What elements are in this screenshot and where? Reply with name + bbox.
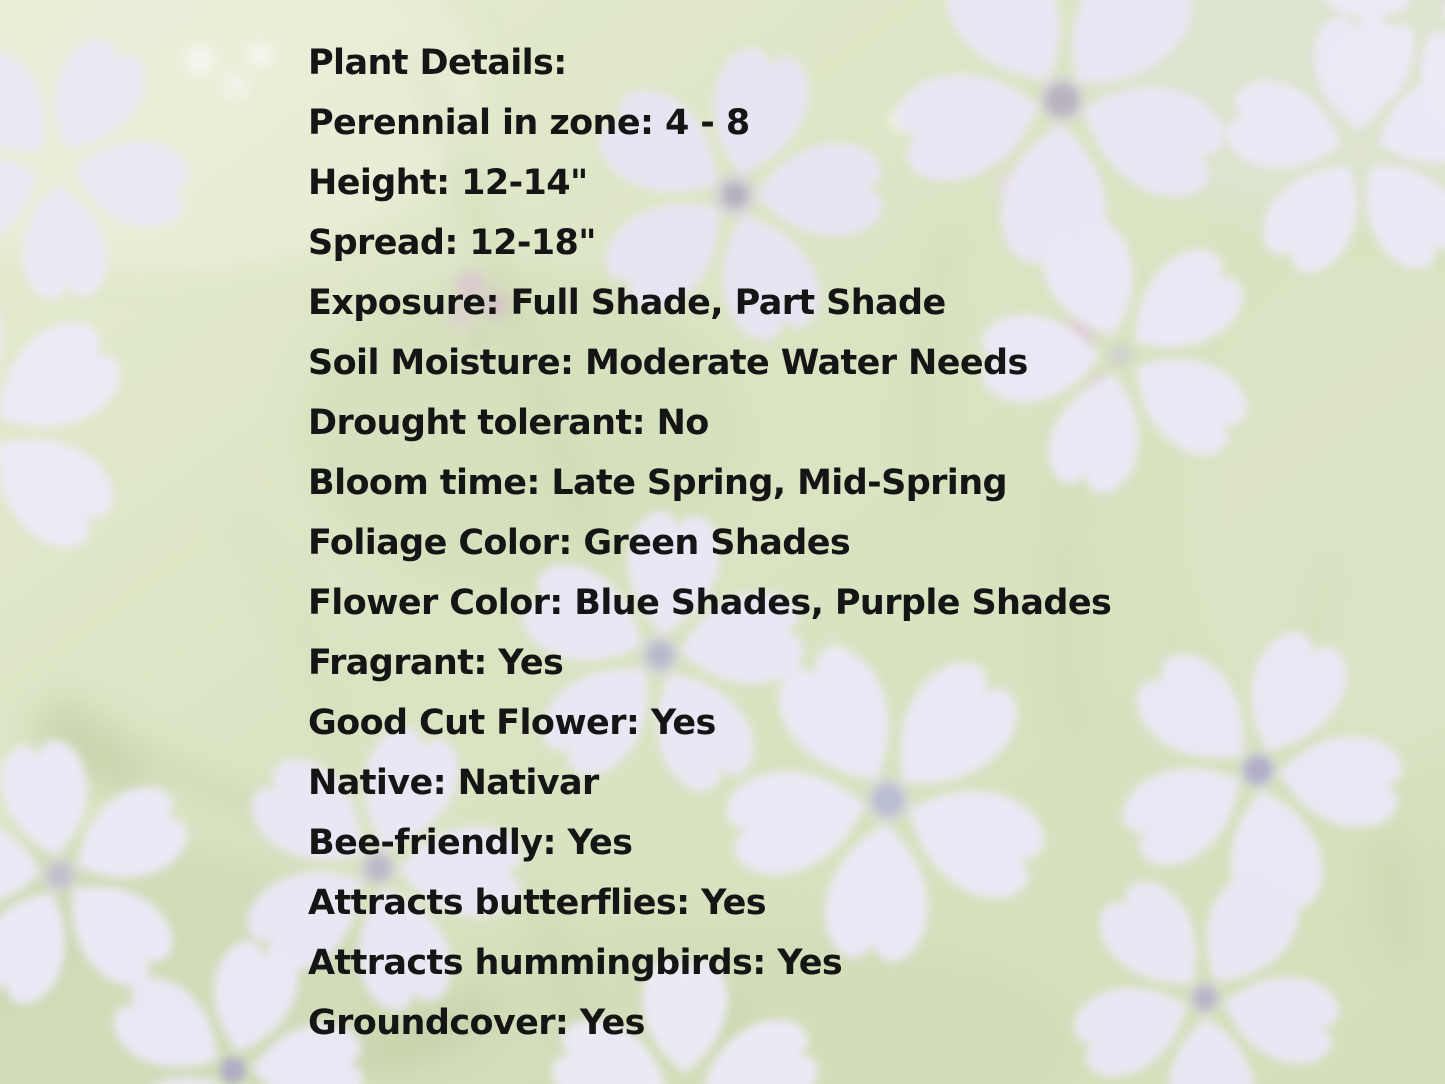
detail-line: Native: Nativar (308, 763, 599, 803)
detail-line: Fragrant: Yes (308, 643, 564, 683)
detail-line: Good Cut Flower: Yes (308, 703, 716, 743)
detail-line: Groundcover: Yes (308, 1003, 645, 1043)
detail-line: Flower Color: Blue Shades, Purple Shades (308, 583, 1112, 623)
details-list (308, 93, 1111, 1053)
plant-details-card (308, 33, 1111, 1053)
detail-line: Bee-friendly: Yes (308, 823, 633, 863)
detail-line: Spread: 12-18" (308, 223, 596, 263)
detail-line: Perennial in zone: 4 - 8 (308, 103, 750, 143)
detail-line: Foliage Color: Green Shades (308, 523, 851, 563)
detail-line: Exposure: Full Shade, Part Shade (308, 283, 946, 323)
detail-line: Drought tolerant: No (308, 403, 709, 443)
detail-line: Bloom time: Late Spring, Mid-Spring (308, 463, 1007, 503)
detail-line: Height: 12-14" (308, 163, 588, 203)
detail-line: Attracts hummingbirds: Yes (308, 943, 843, 983)
detail-line: Soil Moisture: Moderate Water Needs (308, 343, 1028, 383)
card-title: Plant Details: (308, 43, 567, 83)
detail-line: Attracts butterflies: Yes (308, 883, 767, 923)
